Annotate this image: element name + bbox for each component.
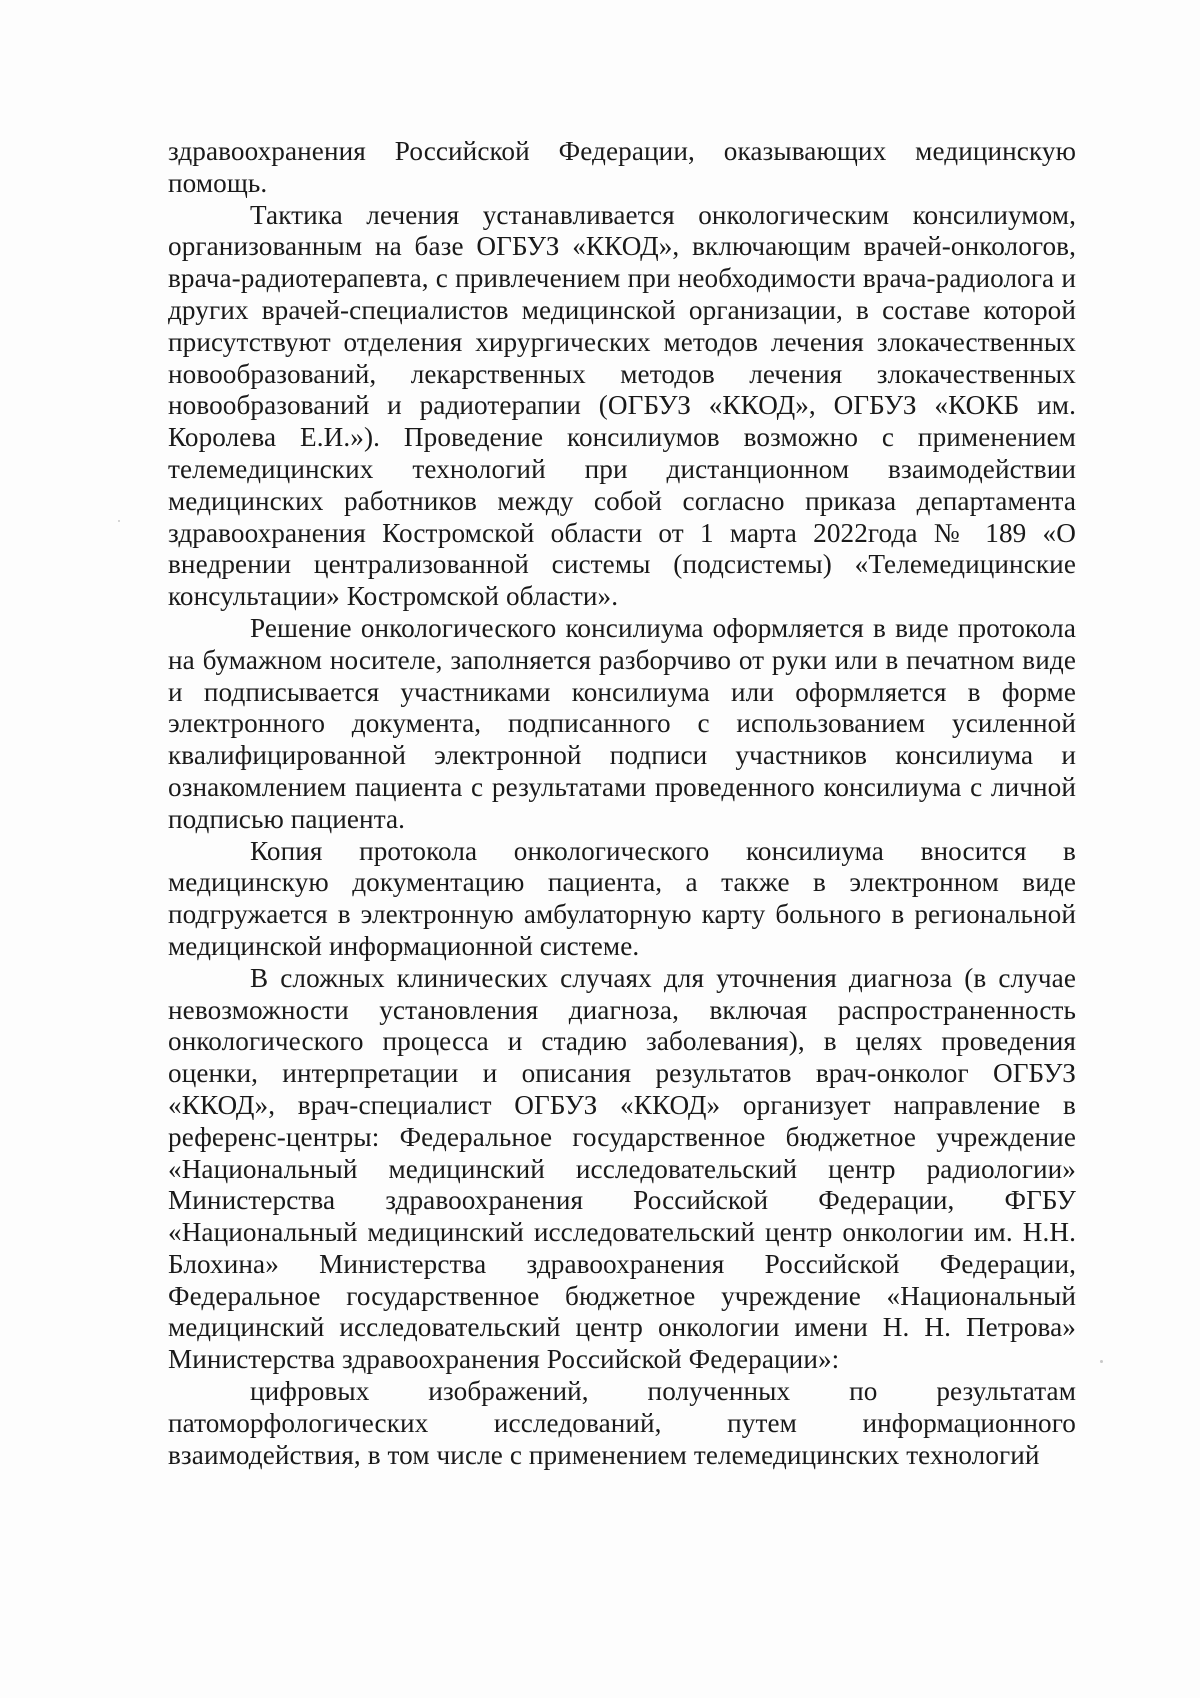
paragraph-6: цифровых изображений, полученных по результатам патоморфологических исследований, путем информационного взаимодействия, в том числе с применением телемедицинских технологий bbox=[168, 1376, 1076, 1470]
paragraph-5: В сложных клинических случаях для уточнения диагноза (в случае невозможности установления диагноза, включая распространенность онкологического процесса и стадию заболевания), в целях проведения оценки, интерпретации и описания результатов врач-онколог ОГБУЗ «ККОД», врач-специалист ОГБУЗ «ККОД» организует направление в референс-центры: Федеральное государственное бюджетное учреждение «Национальный медицинский исследовательский центр радиологии» Министерства здравоохранения Российской Федерации, ФГБУ «Национальный медицинский исследовательский центр онкологии им. Н.Н. Блохина» Министерства здравоохранения Российской Федерации, Федеральное государственное бюджетное учреждение «Национальный медицинский исследовательский центр онкологии имени Н. Н. Петрова» Министерства здравоохранения Российской Федерации»: bbox=[168, 962, 1076, 1375]
document-body bbox=[168, 136, 1076, 1471]
scan-speck bbox=[118, 520, 120, 522]
paragraph-2: Тактика лечения устанавливается онкологическим консилиумом, организованным на базе ОГБУЗ «ККОД», включающим врачей-онкологов, врача-радиотерапевта, с привлечением при необходимости врача-радиолога и других врачей-специалистов медицинской организации, в составе которой присутствуют отделения хирургических методов лечения злокачественных новообразований, лекарственных методов лечения злокачественных новообразований и радиотерапии (ОГБУЗ «ККОД», ОГБУЗ «КОКБ им. Королева Е.И.»). Проведение консилиумов возможно с применением телемедицинских технологий при дистанционном взаимодействии медицинских работников между собой согласно приказа департамента здравоохранения Костромской области от 1 марта 2022года № 189 «О внедрении централизованной системы (подсистемы) «Телемедицинские консультации» Костромской области». bbox=[168, 199, 1076, 612]
paragraph-3: Решение онкологического консилиума оформляется в виде протокола на бумажном носителе, заполняется разборчиво от руки или в печатном виде и подписывается участниками консилиума или оформляется в форме электронного документа, подписанного с использованием усиленной квалифицированной электронной подписи участников консилиума и ознакомлением пациента с результатами проведенного консилиума с личной подписью пациента. bbox=[168, 612, 1076, 834]
paragraph-4: Копия протокола онкологического консилиума вносится в медицинскую документацию пациента, а также в электронном виде подгружается в электронную амбулаторную карту больного в региональной медицинской информационной системе. bbox=[168, 835, 1076, 961]
scan-speck bbox=[1100, 1360, 1103, 1363]
paragraph-1: здравоохранения Российской Федерации, оказывающих медицинскую помощь. bbox=[168, 136, 1076, 198]
